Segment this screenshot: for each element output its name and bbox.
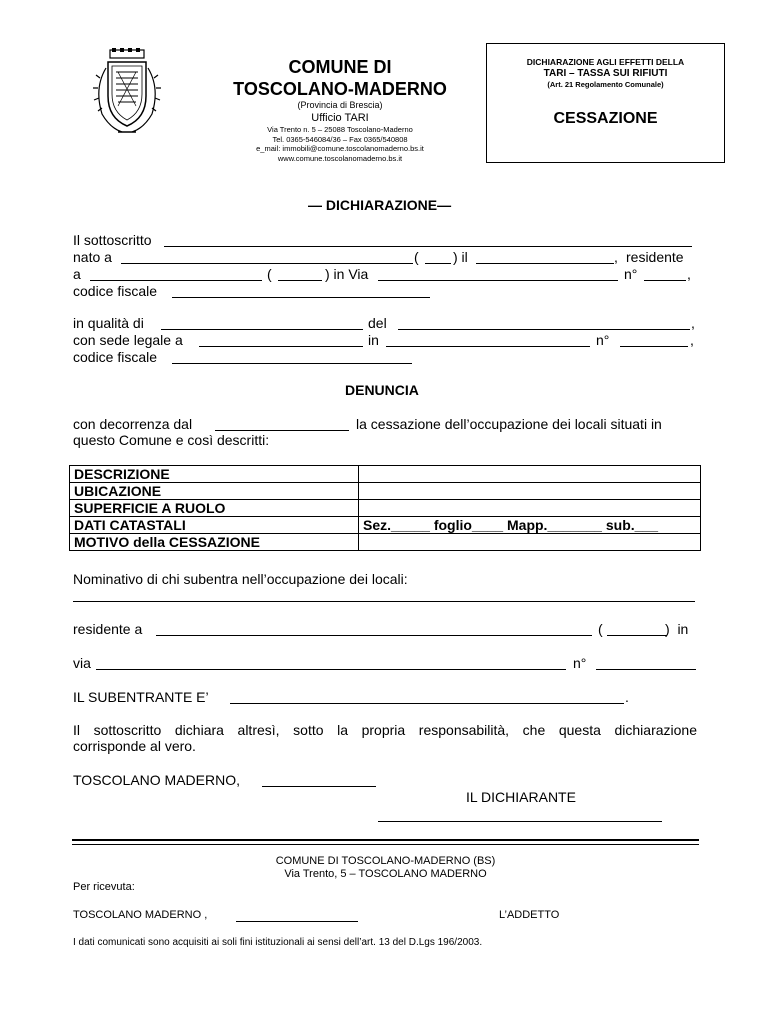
label-paren-in: ) in — [665, 621, 689, 637]
field-superficie[interactable] — [359, 500, 701, 517]
label-nato-a: nato a — [73, 249, 112, 265]
label-in-via: ) in Via — [325, 266, 369, 282]
separator-thin — [72, 844, 699, 845]
field-codice-fiscale-ditta[interactable] — [172, 363, 412, 364]
separator-thick — [72, 839, 699, 841]
box-line3: (Art. 21 Regolamento Comunale) — [547, 80, 664, 89]
field-via-residenza[interactable] — [378, 280, 618, 281]
field-descrizione[interactable] — [359, 466, 701, 483]
label-paren-open2: ( — [267, 266, 272, 282]
field-provincia-nascita[interactable] — [425, 263, 451, 264]
label-paren-open: ( — [414, 249, 419, 265]
field-dati-catastali[interactable]: Sez._____ foglio____ Mapp._______ sub.___ — [359, 517, 701, 534]
catasto-mapp-label: Mapp. — [507, 517, 548, 533]
footer-ricevuta: Per ricevuta: — [73, 881, 135, 893]
row-label-ubicazione: UBICAZIONE — [70, 483, 359, 500]
catasto-sez-label: Sez. — [363, 517, 392, 533]
table-row — [70, 466, 701, 483]
box-title: CESSAZIONE — [553, 110, 658, 127]
declaration-type-box — [486, 43, 725, 163]
label-sottoscritto: Il sottoscritto — [73, 232, 152, 248]
field-subentrante-provincia[interactable] — [607, 635, 667, 636]
label-dichiarante: IL DICHIARANTE — [466, 789, 576, 805]
footer-privacy: I dati comunicati sono acquisiti ai soli fini istituzionali ai sensi dell’art. 13 del D.Lgs 196/2003. — [73, 937, 483, 948]
indirizzo: Via Trento n. 5 – 25088 Toscolano-Maderno — [267, 125, 413, 134]
field-sede-via[interactable] — [386, 346, 590, 347]
label-residente: residente — [626, 249, 684, 265]
label-subentrante: IL SUBENTRANTE E’ — [73, 689, 209, 705]
box-line2: TARI – TASSA SUI RIFIUTI — [543, 68, 668, 79]
label-cessazione: la cessazione dell’occupazione dei locali situati in — [356, 416, 662, 432]
catasto-foglio-label: foglio — [433, 517, 472, 533]
denuncia-heading: DENUNCIA — [345, 382, 419, 398]
label-a: a — [73, 266, 81, 282]
field-comune-residenza[interactable] — [90, 280, 262, 281]
locali-table — [69, 465, 701, 551]
field-nominativo[interactable] — [73, 601, 695, 602]
field-data-decorrenza[interactable] — [215, 430, 349, 431]
label-nominativo: Nominativo di chi subentra nell’occupazione dei locali: — [73, 571, 408, 587]
dichiarazione-heading: — DICHIARAZIONE— — [308, 197, 452, 213]
header-block — [210, 56, 470, 163]
comune-title-line2: TOSCOLANO-MADERNO — [233, 79, 447, 99]
label-luogo-data: TOSCOLANO MADERNO, — [73, 772, 240, 788]
table-row — [70, 500, 701, 517]
dichiarazione-text-line2: corrisponde al vero. — [73, 738, 196, 754]
field-sottoscritto[interactable] — [164, 246, 692, 247]
row-label-descrizione: DESCRIZIONE — [70, 466, 359, 483]
box-line1: DICHIARAZIONE AGLI EFFETTI DELLA — [526, 57, 685, 67]
label-comma3: , — [691, 315, 695, 331]
field-motivo[interactable] — [359, 534, 701, 551]
provincia: (Provincia di Brescia) — [297, 100, 383, 110]
footer-indirizzo: Via Trento, 5 – TOSCOLANO MADERNO — [284, 868, 487, 880]
field-data-ricevuta[interactable] — [236, 921, 358, 922]
field-subentrante-numero[interactable] — [596, 669, 696, 670]
field-subentrante-residenza[interactable] — [156, 635, 592, 636]
footer-comune: COMUNE DI TOSCOLANO-MADERNO (BS) — [275, 855, 496, 867]
field-ditta[interactable] — [398, 329, 690, 330]
footer-addetto: L’ADDETTO — [499, 909, 560, 921]
field-ubicazione[interactable] — [359, 483, 701, 500]
label-sede-legale: con sede legale a — [73, 332, 183, 348]
label-dot: . — [625, 689, 629, 705]
label-codice-fiscale: codice fiscale — [73, 283, 158, 299]
field-firma-dichiarante[interactable] — [378, 821, 662, 822]
label-codice-fiscale-ditta: codice fiscale — [73, 349, 158, 365]
label-comma2: , — [687, 266, 691, 282]
label-comma4: , — [690, 332, 694, 348]
table-row — [70, 483, 701, 500]
footer-luogo: TOSCOLANO MADERNO , — [73, 909, 208, 921]
field-numero-civico[interactable] — [644, 280, 686, 281]
label-paren-open3: ( — [598, 621, 603, 637]
label-data-nascita: ) il — [453, 249, 468, 265]
field-subentrante-via[interactable] — [96, 669, 566, 670]
field-subentrante[interactable] — [230, 703, 624, 704]
field-sede-legale[interactable] — [199, 346, 363, 347]
ufficio: Ufficio TARI — [311, 112, 369, 124]
field-sede-numero[interactable] — [620, 346, 688, 347]
label-numero2: n° — [596, 332, 610, 348]
dichiarazione-text-line1: Il sottoscritto dichiara altresì, sotto la propria responsabilità, che questa dichiarazione — [73, 722, 697, 738]
field-luogo-nascita[interactable] — [121, 263, 413, 264]
field-data-nascita[interactable] — [476, 263, 614, 264]
label-numero1: n° — [624, 266, 638, 282]
label-in-qualita: in qualità di — [73, 315, 144, 331]
table-row — [70, 534, 701, 551]
label-in: in — [368, 332, 379, 348]
field-data-dichiarazione[interactable] — [262, 786, 376, 787]
email: e_mail: immobili@comune.toscolanomaderno.bs.it — [256, 144, 424, 153]
row-label-superficie: SUPERFICIE A RUOLO — [70, 500, 359, 517]
label-decorrenza: con decorrenza dal — [73, 416, 193, 432]
telefono: Tel. 0365-546084/36 – Fax 0365/540808 — [272, 134, 408, 144]
label-comma1: , — [614, 249, 618, 265]
comune-title-line1: COMUNE DI — [288, 57, 392, 77]
row-label-motivo: MOTIVO della CESSAZIONE — [70, 534, 359, 551]
catasto-sub-label: sub. — [605, 517, 635, 533]
label-residente-a: residente a — [73, 621, 143, 637]
label-del: del — [368, 315, 387, 331]
municipal-crest-icon — [92, 48, 162, 138]
field-codice-fiscale[interactable] — [172, 297, 430, 298]
website: www.comune.toscolanomaderno.bs.it — [277, 153, 403, 163]
label-numero3: n° — [573, 655, 587, 671]
field-provincia-residenza[interactable] — [278, 280, 322, 281]
label-questo-comune: questo Comune e così descritti: — [73, 432, 270, 448]
label-via: via — [73, 655, 91, 671]
table-row — [70, 517, 701, 534]
field-qualita[interactable] — [161, 329, 363, 330]
row-label-dati-catastali: DATI CATASTALI — [70, 517, 359, 534]
